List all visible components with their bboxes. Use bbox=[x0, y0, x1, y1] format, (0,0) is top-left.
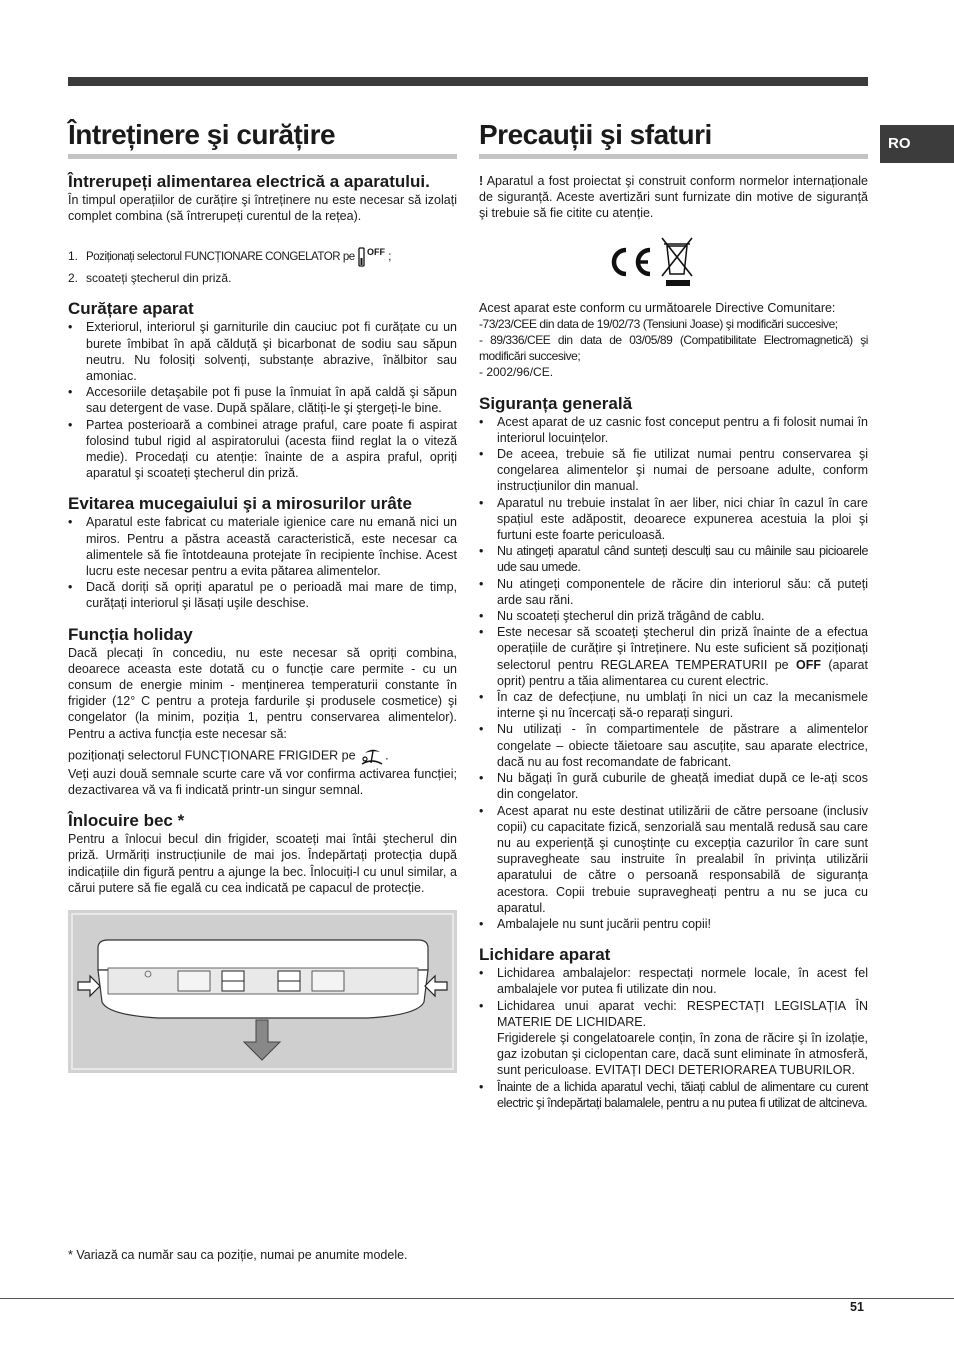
lamp-cover-diagram bbox=[68, 910, 457, 1073]
bulb-replacement-figure bbox=[68, 910, 457, 1073]
text-holiday: Dacă plecați în concediu, nu este necesar să opriți combina, deoarece aceasta este dotată cu o funcție care permite - cu un consum de energie minim - menținerea temperaturii constante în frigider (12° C pentru a proteja fardurile şi produsele cosmetice) şi congelator (la minim, poziția 1, pentru conservarea alimentelor). Pentru a activa funcția este necesar să: bbox=[68, 645, 457, 741]
list-item: • În caz de defecțiune, nu umblați în nici un caz la mecanismele interne şi nu încercați să-o reparați singuri. bbox=[479, 689, 868, 721]
text-bulb: Pentru a înlocui becul din frigider, scoateți mai întâi ştecherul din priză. Urmăriți instrucțiunile de mai jos. Îndepărtați protecția după indicațiile din figură pentru a ajunge la bec. Înlocuiți-l cu unul similar, a cărui putere să fie egală cu cea indicată pe capacul de protecție. bbox=[68, 832, 457, 895]
bottom-rule bbox=[0, 1298, 954, 1299]
text-intro: ! Aparatul a fost proiectat şi construit conform normelor internaționale de siguranță. Aceste avertizări sunt furnizate din motive de siguranță şi trebuie să fie citite cu atenție. bbox=[479, 174, 868, 221]
text-directive-2: - 89/336/CEE din data de 03/05/89 (Compatibilitate Electromagnetică) şi modificări succesive; bbox=[479, 333, 868, 364]
heading-bulb: Înlocuire bec * bbox=[68, 811, 185, 831]
list-item: • Înainte de a lichida aparatul vechi, tăiați cablul de alimentare cu curent electric şi îndepărtați balamalele, pentru a nu putea fi utilizat de altcineva. bbox=[479, 1079, 868, 1111]
text-directive-1: -73/23/CEE din data de 19/02/73 (Tensiuni Joase) şi modificări succesive; bbox=[479, 316, 838, 331]
holiday-icon bbox=[359, 746, 385, 766]
list-item: • Este necesar să scoateți ştecherul din priză înainte de a efectua operațiile de curățire şi întreținere. Nu este suficient să poziționați selectorul pentru REGLAREA TEMPERATURII pe OFF (aparat oprit) pentru a tăia alimentarea cu curent electric. bbox=[479, 624, 868, 689]
safety-list bbox=[479, 414, 868, 933]
cleaning-list bbox=[68, 319, 457, 481]
section-title-precautions: Precauții şi sfaturi bbox=[479, 119, 712, 150]
off-selector-icon bbox=[358, 246, 388, 268]
list-item: • Nu atingeți aparatul când sunteți desculți sau cu mâinile sau picioarele ude sau umede. bbox=[479, 543, 868, 575]
right-column bbox=[479, 112, 868, 1111]
text-directive-3: - 2002/96/CE. bbox=[479, 365, 554, 380]
language-tab: RO bbox=[880, 125, 954, 163]
list-item: • Acest aparat nu este destinat utilizării de către persoane (inclusiv copii) cu capacitate fizică, senzorială sau mentală redusă sau care nu au experiență şi cunoştințe cu excepția cazurilor în care sunt supravegheate sau instruite în prealabil în privința utilizării aparatului de către o persoană responsabilă de siguranța acestora. Copii trebuie supravegheați pentru a nu se juca cu aparatul. bbox=[479, 803, 868, 916]
top-bar bbox=[68, 77, 868, 86]
heading-disposal: Lichidare aparat bbox=[479, 945, 611, 965]
list-item: • Nu atingeți componentele de răcire din interiorul său: că puteți arde sau răni. bbox=[479, 576, 868, 608]
heading-disconnect: Întrerupeți alimentarea electrică a aparatului. bbox=[68, 172, 430, 191]
text-directives: Acest aparat este conform cu următoarele Directive Comunitare: bbox=[479, 300, 836, 315]
title-rule bbox=[68, 154, 457, 159]
text-holiday-signals: Veți auzi două semnale scurte care vă vor confirma activarea funcției; dezactivarea vă va fi indicată printr-un singur semnal. bbox=[68, 766, 457, 798]
section-title-maintenance: Întreținere şi curățire bbox=[68, 119, 336, 150]
title-rule bbox=[479, 154, 868, 159]
heading-cleaning: Curățare aparat bbox=[68, 299, 194, 319]
footnote: * Variază ca număr sau ca poziție, numai pe anumite modele. bbox=[68, 1248, 408, 1262]
heading-safety: Siguranța generală bbox=[479, 393, 633, 413]
list-item: • Lichidarea ambalajelor: respectați normele locale, în acest fel ambalajele vor putea fi utilizate din nou. bbox=[479, 965, 868, 997]
list-item: • Nu utilizați - în compartimentele de păstrare a alimentelor congelate – obiecte tăietoare sau ascuțite, sau aparate electrice, dacă nu au fost recomandate de fabricant. bbox=[479, 721, 868, 770]
disposal-list bbox=[479, 965, 868, 1111]
conformity-marks bbox=[594, 236, 868, 288]
list-item: • Aparatul nu trebuie instalat în aer liber, nici chiar în cazul în care spațiul este adăpostit, deoarece expunerea acestuia la ploi şi furtuni este foarte periculoasă. bbox=[479, 495, 868, 544]
list-item: • Accesoriile detaşabile pot fi puse la înmuiat în apă caldă şi săpun sau detergent de vase. După spălare, clătiți-le şi ştergeți-le bine. bbox=[68, 384, 457, 416]
step-1: 1. Poziționați selectorul FUNCȚIONARE CONGELATOR pe OFF ; bbox=[68, 246, 457, 268]
list-item: • Partea posterioară a combinei atrage praful, care poate fi aspirat folosind tubul rigid al aspiratorului (acesta fiind reglat la o viteză medie). Procedați cu atenție: înainte de a aspira praful, opriți aparatul şi scoateți ştecherul din priză. bbox=[68, 417, 457, 482]
heading-mould: Evitarea mucegaiului şi a mirosurilor urâte bbox=[68, 494, 412, 514]
list-item: • Exteriorul, interiorul şi garniturile din cauciuc pot fi curățate cu un burete îmbibat în apă călduță şi bicarbonat de sodiu sau săpun neutru. Nu folosiți solvenți, substanțe abrazive, înălbitor sau amoniac. bbox=[68, 319, 457, 384]
step-2: 2. scoateți ştecherul din priză. bbox=[68, 271, 232, 286]
text-disconnect: În timpul operațiilor de curățire şi întreținere nu este necesar să izolați complet combina (să întrerupeți curentul de la rețea). bbox=[68, 193, 457, 224]
list-item: • Ambalajele nu sunt jucării pentru copii! bbox=[479, 916, 868, 932]
ce-weee-icon bbox=[594, 236, 694, 288]
heading-holiday: Funcția holiday bbox=[68, 624, 193, 644]
list-item: • Dacă doriți să opriți aparatul pe o perioadă mai mare de timp, curățați interiorul şi lăsați uşile deschise. bbox=[68, 579, 457, 611]
page-number: 51 bbox=[850, 1300, 864, 1314]
list-item: • Nu scoateți ştecherul din priză trăgând de cablu. bbox=[479, 608, 868, 624]
text-holiday-instruction: poziționați selectorul FUNCȚIONARE FRIGIDER pe . bbox=[68, 746, 457, 766]
list-item: • Acest aparat de uz casnic fost conceput pentru a fi folosit numai în interiorul locuințelor. bbox=[479, 414, 868, 446]
steps-list bbox=[68, 246, 457, 288]
list-item: • Aparatul este fabricat cu materiale igienice care nu emană nici un miros. Pentru a păstra această caracteristică, este necesar ca alimentele să fie întotdeauna protejate în recipiente închise. Acest lucru este necesar pentru a evita pătarea alimentelor. bbox=[68, 514, 457, 579]
list-item: • Lichidarea unui aparat vechi: RESPECTAȚI LEGISLAȚIA ÎN MATERIE DE LICHIDARE. Frigiderele şi congelatoarele conțin, în zona de răcire şi în izolație, gaz izobutan şi ciclopentan care, dacă sunt eliminate în atmosferă, sunt periculoase. EVITAȚI DECI DETERIORAREA TUBURILOR. bbox=[479, 998, 868, 1079]
svg-text:OFF: OFF bbox=[367, 247, 386, 258]
left-column bbox=[68, 112, 457, 1073]
mould-list bbox=[68, 514, 457, 611]
list-item: • De aceea, trebuie să fie utilizat numai pentru conservarea şi congelarea alimentelor şi numai de persoane adulte, conform instrucțiunilor din manual. bbox=[479, 446, 868, 495]
list-item: • Nu băgați în gură cuburile de gheață imediat după ce le-ați scos din congelator. bbox=[479, 770, 868, 802]
